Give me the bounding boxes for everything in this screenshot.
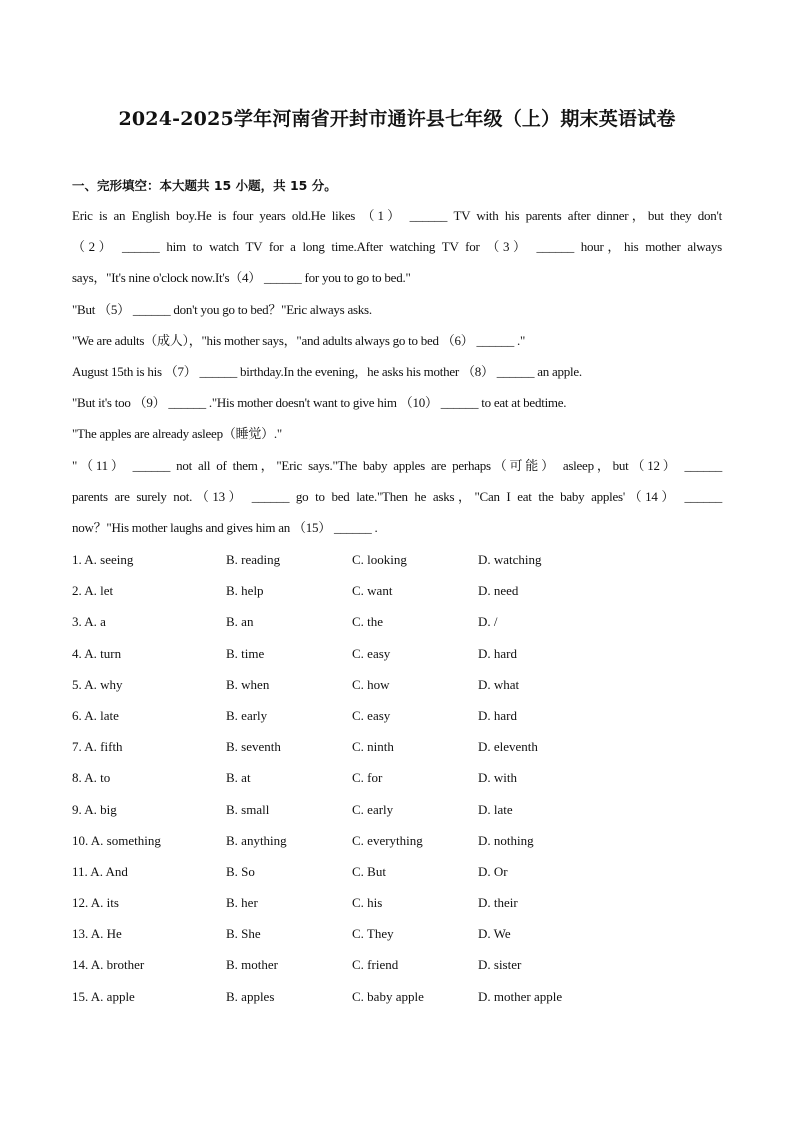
option-d: D. hard [478, 645, 517, 661]
option-a: 11. A. And [72, 863, 128, 879]
option-c: C. ninth [352, 739, 394, 755]
passage-line: parents are surely not.（13） ______ go to bed late."Then he asks，"Can I eat the baby apples'（14） ______ [72, 488, 722, 504]
option-a: 2. A. let [72, 583, 114, 599]
option-b: B. an [226, 614, 254, 630]
option-c: C. how [352, 676, 390, 692]
option-c: C. want [352, 583, 393, 599]
question-options [72, 544, 722, 1012]
option-b: B. So [226, 863, 255, 879]
option-b: B. reading [226, 552, 281, 567]
option-b: B. early [226, 707, 268, 723]
option-a: 14. A. brother [72, 957, 145, 973]
option-b: B. seventh [226, 739, 281, 755]
option-d: D. watching [478, 552, 542, 567]
option-d: D. Or [478, 863, 508, 879]
passage-line: now？"His mother laughs and gives him an （15） ______ . [72, 519, 378, 535]
option-d: D. nothing [478, 832, 534, 848]
option-d: D. hard [478, 707, 517, 723]
passage-line: "But （5） ______ don't you go to bed？"Eric always asks. [72, 301, 372, 317]
option-a: 8. A. to [72, 770, 111, 786]
question-row [72, 731, 722, 762]
option-d: D. mother apple [478, 988, 563, 1004]
question-row [72, 794, 722, 825]
option-b: B. mother [226, 957, 278, 973]
option-a: 3. A. a [72, 614, 106, 630]
option-b: B. apples [226, 988, 275, 1004]
option-c: C. for [352, 770, 383, 786]
question-row [72, 606, 722, 637]
option-a: 6. A. late [72, 707, 119, 723]
option-d: D. their [478, 895, 518, 911]
option-c: C. everything [352, 832, 423, 848]
option-a: 7. A. fifth [72, 739, 123, 755]
option-d: D. with [478, 770, 517, 786]
option-d: D. eleventh [478, 739, 538, 755]
option-a: 15. A. apple [72, 988, 135, 1004]
passage-line: "But it's too （9） ______ ."His mother doesn't want to give him （10） ______ to eat at bedtime. [72, 395, 567, 411]
option-a: 1. A. seeing [72, 552, 134, 567]
option-b: B. anything [226, 832, 287, 848]
passage-line: "The apples are already asleep（睡觉）." [72, 426, 282, 442]
question-row [72, 669, 722, 700]
option-b: B. when [226, 676, 270, 692]
cloze-passage [72, 200, 722, 543]
option-b: B. help [226, 583, 264, 599]
option-c: C. easy [352, 645, 391, 661]
option-b: B. She [226, 926, 261, 942]
question-row [72, 575, 722, 606]
question-row [72, 918, 722, 949]
passage-line: "We are adults（成人），"his mother says，"and adults always go to bed （6） ______ ." [72, 332, 526, 348]
exam-title: 2024-2025学年河南省开封市通许县七年级（上）期末英语试卷 [118, 108, 676, 130]
passage-line: says，"It's nine o'clock now.It's（4） ______ for you to go to bed." [72, 270, 411, 286]
option-a: 9. A. big [72, 801, 117, 817]
option-b: B. at [226, 770, 251, 786]
option-c: C. They [352, 926, 394, 942]
question-row [72, 544, 722, 575]
question-row [72, 949, 722, 980]
option-c: C. looking [352, 552, 407, 567]
question-row [72, 825, 722, 856]
option-a: 5. A. why [72, 676, 123, 692]
option-c: C. his [352, 895, 383, 911]
passage-line: （2） ______ him to watch TV for a long time.After watching TV for （3） ______ hour，his mother always [72, 239, 722, 255]
question-row [72, 700, 722, 731]
option-d: D. need [478, 583, 519, 599]
section-heading: 一、完形填空：本大题共 15 小题，共 15 分。 [72, 178, 337, 193]
option-d: D. We [478, 926, 511, 942]
question-row [72, 856, 722, 887]
question-row [72, 887, 722, 918]
passage-line: August 15th is his （7） ______ birthday.In the evening，he asks his mother （8） ______ an apple. [72, 363, 582, 379]
passage-line: "（11） ______ not all of them，"Eric says."The baby apples are perhaps（可能） asleep，but（12） ______ [72, 457, 722, 473]
option-c: C. But [352, 863, 386, 879]
question-row [72, 981, 722, 1012]
option-b: B. her [226, 895, 258, 911]
option-a: 10. A. something [72, 832, 161, 848]
question-row [72, 762, 722, 793]
option-d: D. late [478, 801, 513, 817]
question-row [72, 638, 722, 669]
option-d: D. what [478, 676, 520, 692]
option-c: C. baby apple [352, 988, 424, 1004]
option-a: 4. A. turn [72, 645, 122, 661]
option-d: D. / [478, 614, 498, 630]
option-c: C. early [352, 801, 394, 817]
option-c: C. the [352, 614, 384, 630]
passage-line: Eric is an English boy.He is four years old.He likes （1） ______ TV with his parents after dinner，but they don't [72, 208, 722, 223]
option-a: 13. A. He [72, 926, 122, 942]
option-c: C. friend [352, 957, 399, 973]
option-a: 12. A. its [72, 895, 119, 911]
option-c: C. easy [352, 707, 391, 723]
option-b: B. time [226, 645, 265, 661]
option-b: B. small [226, 801, 270, 817]
option-d: D. sister [478, 957, 522, 973]
